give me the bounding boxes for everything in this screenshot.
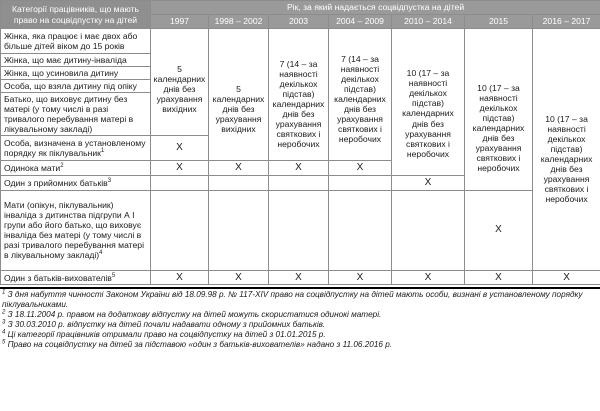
cell-days-2016-2017: 10 (17 – за наявності декількох підстав) календарних днів без урахування святкових і неробочих	[533, 29, 600, 271]
mark-x: X	[209, 270, 269, 285]
mark-x: X	[151, 136, 209, 161]
header-year: 2016 – 2017	[533, 15, 600, 29]
mark-x: X	[209, 161, 269, 176]
footnote: $^1$ З дня набуття чинності Законом України від 18.09.98 р. № 117-XIV право на соцвідпустку на дітей мають особи, визнані в установленому порядку піклувальниками.	[2, 289, 583, 310]
header-year: 1997	[151, 15, 209, 29]
header-year: 2004 – 2009	[329, 15, 392, 29]
footnotes	[0, 287, 600, 350]
cell-days-1997: 5 календарних днів без урахування вихідних	[151, 29, 209, 136]
cell-days-2015: 10 (17 – за наявності декількох підстав) календарних днів без урахування святкових і неробочих	[465, 29, 533, 191]
footnote: $^3$ З 30.03.2010 р. відпустку на дітей почали надавати одному з прийомних батьків.	[2, 319, 326, 330]
footnote: $^4$ Ці категорії працівників отримали право на соцвідпустку на дітей з 01.01.2015 р.	[2, 329, 326, 340]
mark-x: X	[269, 161, 329, 176]
cell-days-2010-2014: 10 (17 – за наявності декількох підстав) календарних днів без урахування святкових і неробочих	[392, 29, 465, 176]
mark-x: X	[151, 161, 209, 176]
header-categories: Категорії працівників, що мають право на соцвідпустку на дітей	[1, 1, 151, 29]
mark-x: X	[392, 270, 465, 285]
header-year: 1998 – 2002	[209, 15, 269, 29]
empty-cell	[329, 190, 392, 270]
mark-x: X	[329, 161, 392, 176]
row-label: Мати (опікун, піклувальник) інваліда з дитинства підгрупи А I групи або його батько, що виховує інваліда без матері (у тому числі в разі тривалого перебування матері в лікувальному закладі)$^4$	[1, 190, 151, 270]
row-label: Жінка, що усиновила дитину	[1, 67, 151, 80]
empty-cell	[151, 190, 209, 270]
mark-x: X	[392, 176, 465, 191]
empty-cell	[269, 190, 329, 270]
row-label: Один з батьків-вихователів$^5$	[1, 270, 151, 285]
row-label: Особа, що взяла дитину під опіку	[1, 80, 151, 93]
empty-cell	[329, 176, 392, 191]
mark-x: X	[151, 270, 209, 285]
cell-days-1998-2002: 5 календарних днів без урахування вихідних	[209, 29, 269, 161]
empty-cell	[269, 176, 329, 191]
mark-x: X	[465, 270, 533, 285]
row-label: Один з прийомних батьків$^3$	[1, 176, 151, 191]
footnote: $^5$ Право на соцвідпустку на дітей за підставою «один з батьків-вихователів» надано з 11.06.2016 р.	[2, 339, 393, 350]
row-label: Батько, що виховує дитину без матері (у тому числі в разі тривалого перебування матері в лікувальному закладі)	[1, 93, 151, 136]
empty-cell	[392, 190, 465, 270]
mark-x: X	[465, 190, 533, 270]
row-label: Особа, визначена в установленому порядку як піклувальник$^1$	[1, 136, 151, 161]
empty-cell	[151, 176, 209, 191]
mark-x: X	[269, 270, 329, 285]
mark-x: X	[329, 270, 392, 285]
cell-days-2004-2009: 7 (14 – за наявності декількох підстав) календарних днів без урахування святкових і неробочих	[329, 29, 392, 161]
header-year-group: Рік, за який надається соцвідпустка на дітей	[151, 1, 600, 15]
header-year: 2015	[465, 15, 533, 29]
cell-days-2003: 7 (14 – за наявності декількох підстав) календарних днів без урахування святкових і неробочих	[269, 29, 329, 161]
header-year: 2010 – 2014	[392, 15, 465, 29]
empty-cell	[209, 190, 269, 270]
mark-x: X	[533, 270, 600, 285]
row-label: Жінка, яка працює і має двох або більше дітей віком до 15 років	[1, 29, 151, 54]
row-label: Одинока мати$^2$	[1, 161, 151, 176]
footnote: $^2$ З 18.11.2004 р. правом на додаткову відпустку на дітей можуть скористатися одинокі матері.	[2, 309, 382, 320]
row-label: Жінка, що має дитину-інваліда	[1, 54, 151, 67]
empty-cell	[209, 176, 269, 191]
header-year: 2003	[269, 15, 329, 29]
